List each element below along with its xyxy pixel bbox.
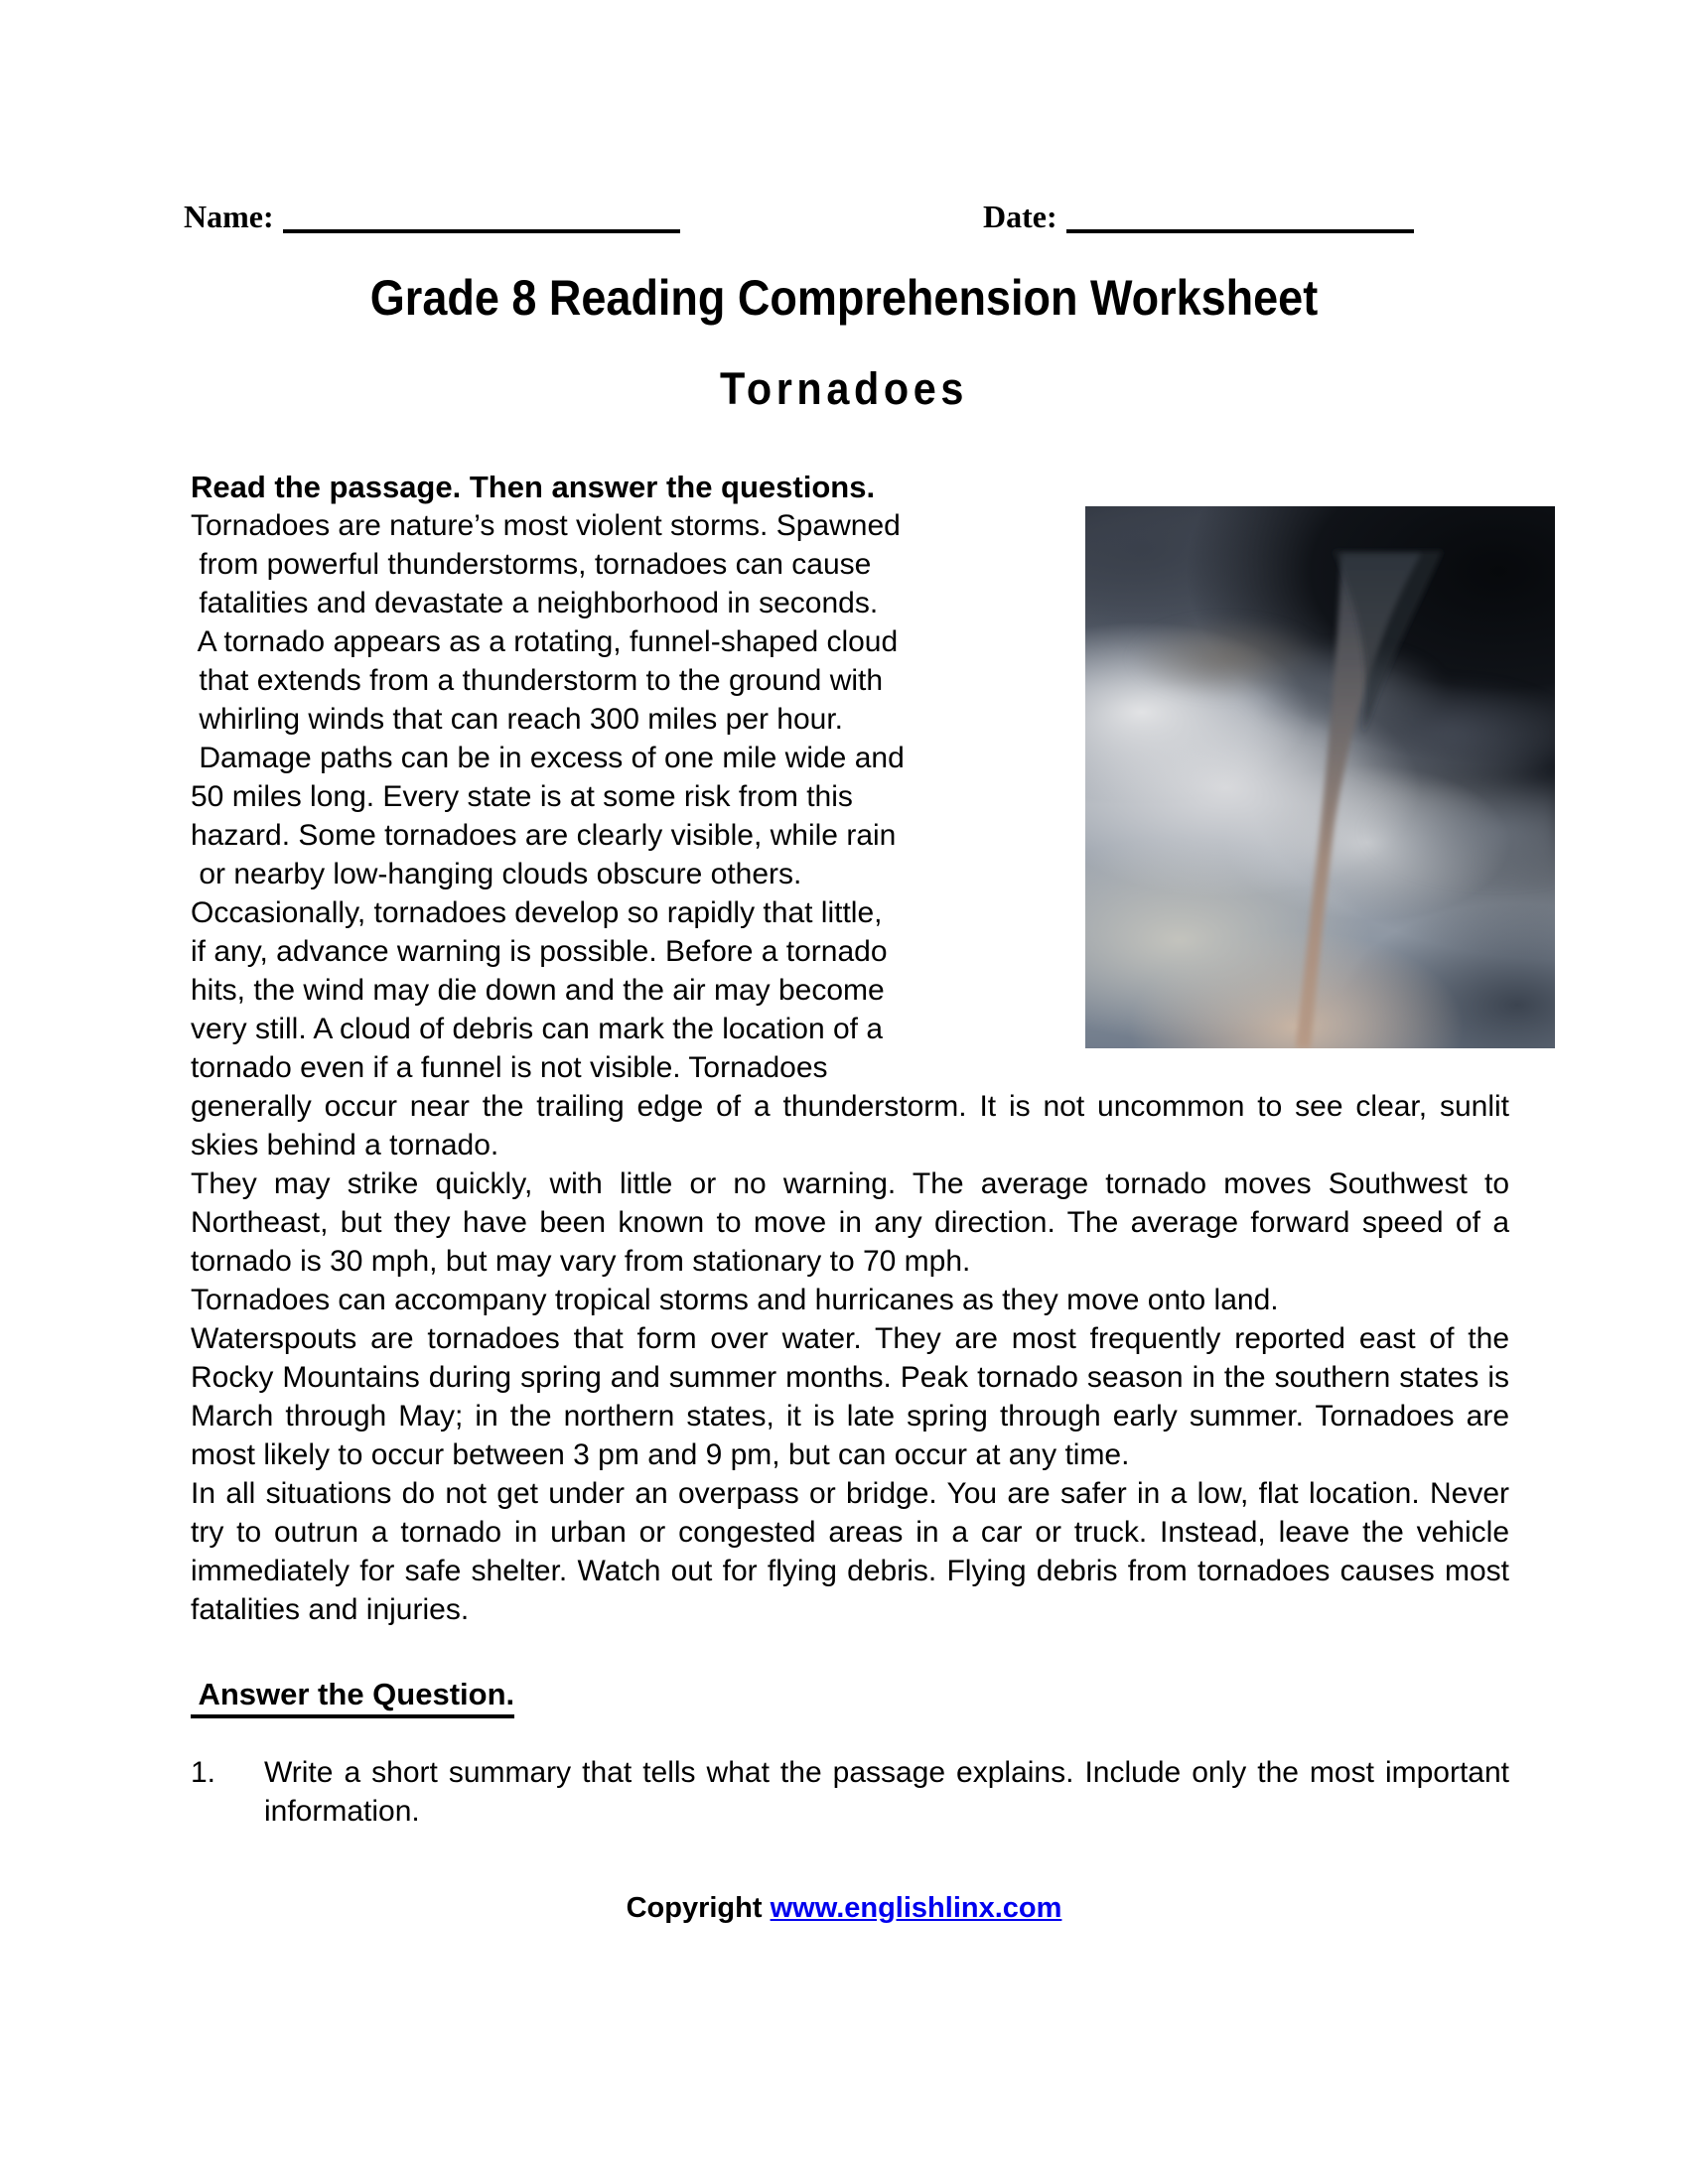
name-blank-line bbox=[283, 204, 680, 233]
passage-line: Tornadoes are nature’s most violent storms. Spawned bbox=[191, 509, 901, 542]
passage-instructions: Read the passage. Then answer the questions. bbox=[191, 470, 876, 504]
passage-line: whirling winds that can reach 300 miles per hour. bbox=[191, 703, 844, 736]
footer bbox=[0, 1892, 1688, 1925]
passage-paragraph: generally occur near the trailing edge of a thunderstorm. It is not uncommon to see clear, sunlit skies behind a tornado. bbox=[191, 1090, 1509, 1161]
passage-line: hazard. Some tornadoes are clearly visible, while rain bbox=[191, 819, 897, 852]
passage-line: very still. A cloud of debris can mark the location of a bbox=[191, 1013, 884, 1045]
question-1 bbox=[191, 1753, 1509, 1831]
passage-paragraph: Waterspouts are tornadoes that form over water. They are most frequently reported east of the Rocky Mountains during spring and summer months. Peak tornado season in the southern states is March through May; in the northern states, it is late spring through early summer. Tornadoes are most likely to occur between 3 pm and 9 pm, but can occur at any time. bbox=[191, 1322, 1509, 1471]
passage-line: Occasionally, tornadoes develop so rapidly that little, bbox=[191, 896, 883, 929]
passage-paragraph: They may strike quickly, with little or no warning. The average tornado moves Southwest to Northeast, but they have been known to move in any direction. The average forward speed of a tornado is 30 mph, but may vary from stationary to 70 mph. bbox=[191, 1167, 1509, 1278]
question-text: Write a short summary that tells what the passage explains. Include only the most important information. bbox=[264, 1756, 1509, 1828]
passage-line: if any, advance warning is possible. Before a tornado bbox=[191, 935, 888, 968]
question-number: 1. bbox=[191, 1756, 216, 1789]
passage-paragraph: Tornadoes can accompany tropical storms and hurricanes as they move onto land. bbox=[191, 1284, 1279, 1316]
englishlinx-link[interactable]: www.englishlinx.com bbox=[770, 1892, 1062, 1924]
date-label: Date: bbox=[983, 199, 1057, 234]
date-blank-line bbox=[1066, 204, 1414, 233]
worksheet-title: Grade 8 Reading Comprehension Worksheet bbox=[369, 270, 1319, 326]
passage-line: that extends from a thunderstorm to the ground with bbox=[191, 664, 884, 697]
passage-paragraph: In all situations do not get under an overpass or bridge. You are safer in a low, flat location. Never try to outrun a tornado in urban or congested areas in a car or truck. Instead, leave the vehicle immediately for safe shelter. Watch out for flying debris. Flying debris from tornadoes causes most fatalities and injuries. bbox=[191, 1477, 1509, 1626]
passage-line: fatalities and devastate a neighborhood in seconds. bbox=[191, 587, 879, 619]
name-label: Name: bbox=[184, 199, 274, 234]
name-field bbox=[184, 199, 680, 235]
worksheet-subtitle: Tornadoes bbox=[720, 363, 968, 414]
passage-line: tornado even if a funnel is not visible. Tornadoes bbox=[191, 1051, 828, 1084]
answer-heading-text: Answer the Question. bbox=[191, 1677, 514, 1718]
date-field bbox=[983, 199, 1414, 235]
copyright-label: Copyright bbox=[626, 1892, 771, 1924]
passage-section bbox=[191, 468, 1509, 1831]
passage-line: from powerful thunderstorms, tornadoes can cause bbox=[191, 548, 872, 581]
passage-line: or nearby low-hanging clouds obscure others. bbox=[191, 858, 802, 890]
passage-line: hits, the wind may die down and the air may become bbox=[191, 974, 885, 1007]
tornado-funnel-graphic bbox=[1085, 506, 1555, 1048]
passage-line: 50 miles long. Every state is at some risk from this bbox=[191, 780, 853, 813]
answer-section-heading bbox=[191, 1675, 1509, 1713]
passage-line: Damage paths can be in excess of one mile wide and bbox=[191, 742, 905, 774]
passage-line: A tornado appears as a rotating, funnel-shaped cloud bbox=[191, 625, 899, 658]
tornado-photo bbox=[1085, 506, 1555, 1048]
